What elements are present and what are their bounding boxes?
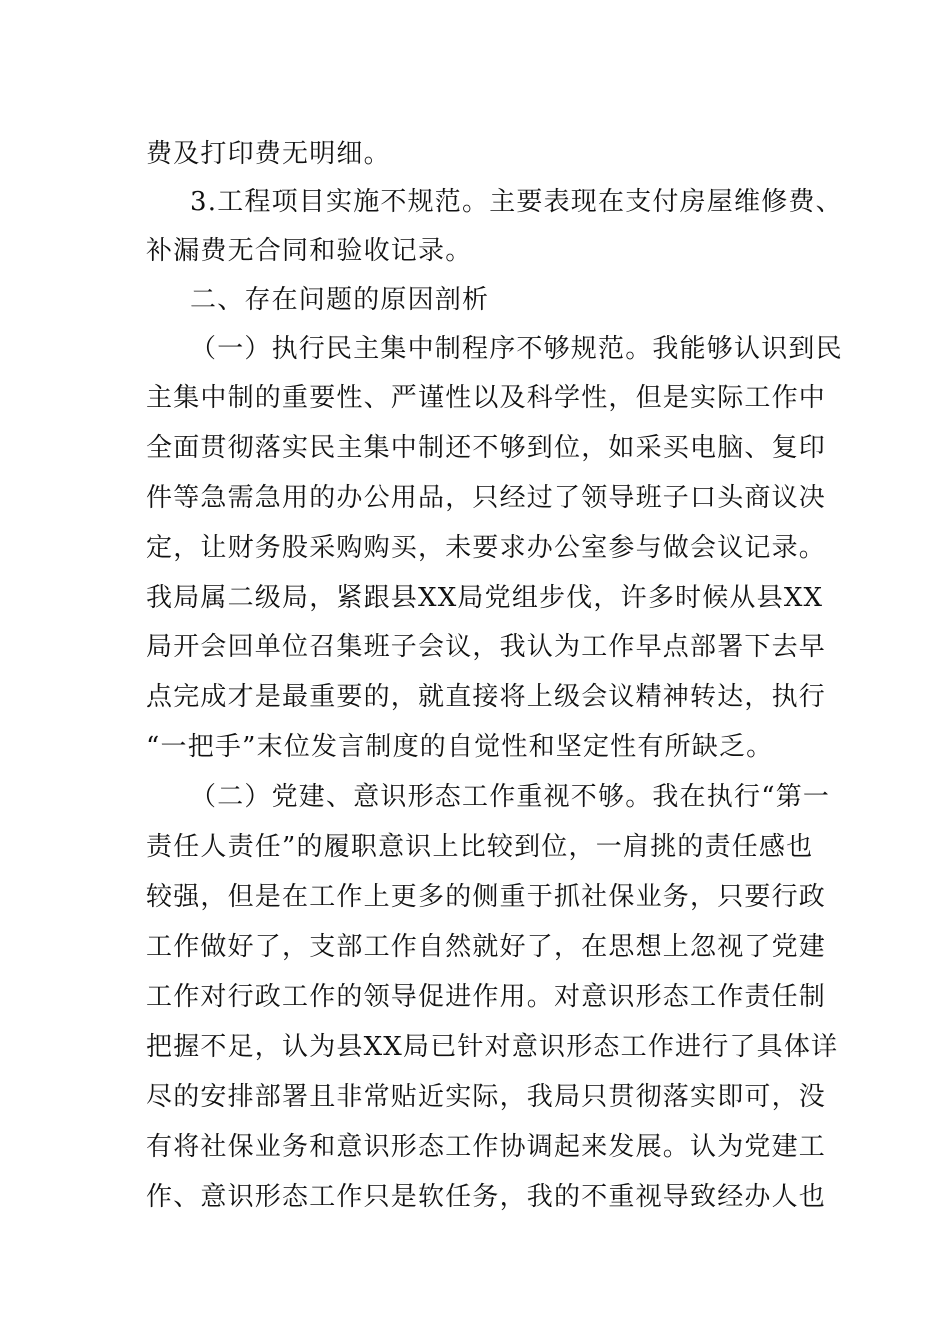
text-line: 全面贯彻落实民主集中制还不够到位，如采买电脑、复印 — [146, 433, 827, 463]
text-line: “一把手”末位发言制度的自觉性和坚定性有所缺乏。 — [146, 732, 774, 762]
text-line: 责任人责任”的履职意识上比较到位，一肩挑的责任感也 — [146, 832, 814, 862]
text-line: （一）执行民主集中制程序不够规范。我能够认识到民 — [190, 334, 843, 364]
text-line: 点完成才是最重要的，就直接将上级会议精神转达，执行 — [146, 682, 827, 712]
text-line: 我局属二级局，紧跟县XX局党组步伐，许多时候从县XX — [146, 583, 824, 613]
text-line: 补漏费无合同和验收记录。 — [146, 236, 473, 266]
text-line: 主集中制的重要性、严谨性以及科学性，但是实际工作中 — [146, 383, 827, 413]
text-line: 尽的安排部署且非常贴近实际，我局只贯彻落实即可，没 — [146, 1082, 827, 1112]
section-heading: 二、存在问题的原因剖析 — [190, 285, 490, 315]
text-line: 3.工程项目实施不规范。主要表现在支付房屋维修费、 — [190, 187, 843, 217]
text-line: 把握不足，认为县XX局已针对意识形态工作进行了具体详 — [146, 1032, 839, 1062]
text-line: 件等急需急用的办公用品，只经过了领导班子口头商议决 — [146, 483, 827, 513]
text-line: 定，让财务股采购购买，未要求办公室参与做会议记录。 — [146, 533, 827, 563]
text-line: 局开会回单位召集班子会议，我认为工作早点部署下去早 — [146, 632, 827, 662]
text-line: （二）党建、意识形态工作重视不够。我在执行“第一 — [190, 782, 831, 812]
text-line: 工作对行政工作的领导促进作用。对意识形态工作责任制 — [146, 982, 827, 1012]
text-line: 较强，但是在工作上更多的侧重于抓社保业务，只要行政 — [146, 882, 827, 912]
text-line: 有将社保业务和意识形态工作协调起来发展。认为党建工 — [146, 1132, 827, 1162]
text-line: 费及打印费无明细。 — [146, 139, 391, 169]
text-line: 作、意识形态工作只是软任务，我的不重视导致经办人也 — [146, 1182, 827, 1212]
text-line: 工作做好了，支部工作自然就好了，在思想上忽视了党建 — [146, 932, 827, 962]
